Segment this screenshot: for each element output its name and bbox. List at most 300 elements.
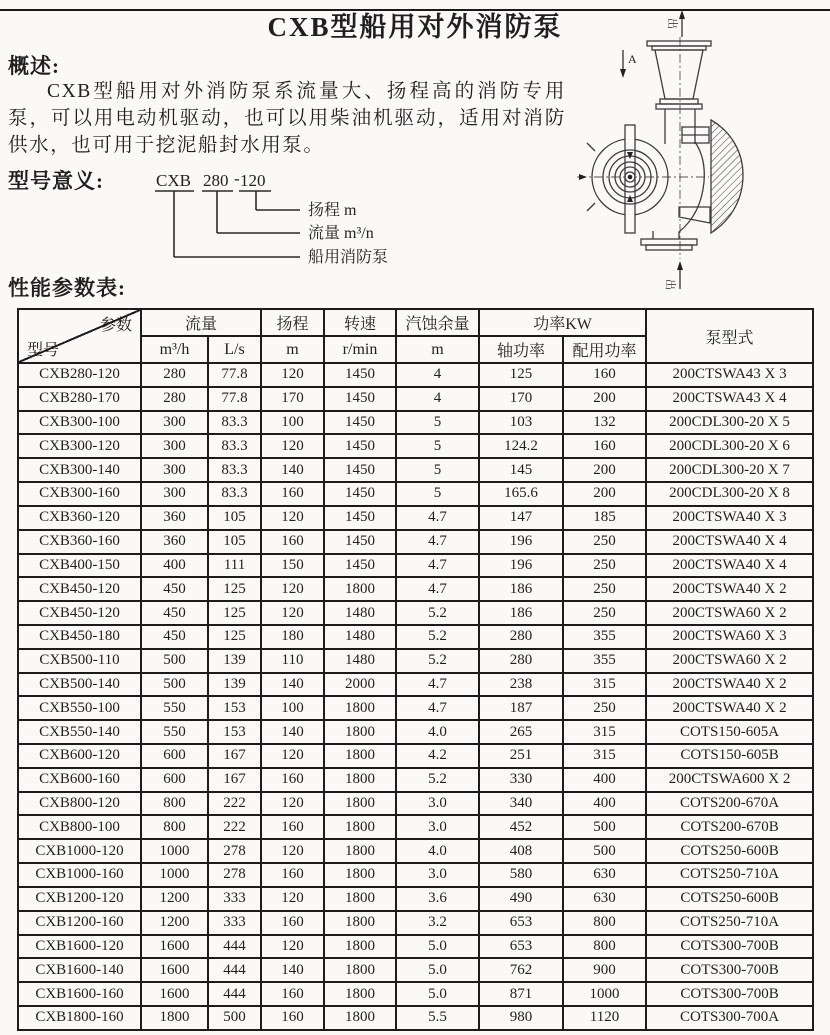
npsh-cell: 5 [396, 411, 479, 435]
flow-ls-cell: 77.8 [208, 363, 261, 387]
npsh-cell: 4.7 [396, 554, 479, 578]
table-row [18, 387, 813, 411]
table-row [18, 982, 813, 1006]
npsh-cell: 4.0 [396, 839, 479, 863]
head-cell: 120 [261, 506, 324, 530]
flow-ls-cell: 278 [208, 863, 261, 887]
head-cell: 140 [261, 458, 324, 482]
npsh-cell: 3.0 [396, 792, 479, 816]
pump-type-cell: COTS250-600B [646, 839, 813, 863]
performance-table [17, 308, 814, 1031]
speed-cell: 1800 [324, 792, 396, 816]
pump-type-cell: 200CTSWA40 X 4 [646, 530, 813, 554]
flow-m3h-cell: 600 [141, 768, 208, 792]
head-cell: 120 [261, 744, 324, 768]
page-title: CXB型船用对外消防泵 [267, 12, 563, 42]
flow-m3h-cell: 450 [141, 577, 208, 601]
speed-cell: 1800 [324, 887, 396, 911]
head-cell: 160 [261, 768, 324, 792]
flow-ls-cell: 444 [208, 958, 261, 982]
flow-ls-cell: 222 [208, 815, 261, 839]
flow-ls-cell: 83.3 [208, 458, 261, 482]
flow-m3h-cell: 280 [141, 387, 208, 411]
flow-ls-cell: 105 [208, 530, 261, 554]
head-cell: 140 [261, 720, 324, 744]
model-cell: CXB600-120 [18, 744, 141, 768]
table-row [18, 601, 813, 625]
head-cell: 110 [261, 649, 324, 673]
pump-type-cell: 200CTSWA60 X 2 [646, 649, 813, 673]
rated-power-cell: 400 [563, 792, 646, 816]
head-cell: 160 [261, 1006, 324, 1030]
shaft-power-cell: 124.2 [479, 434, 563, 458]
pump-type-cell: 200CTSWA40 X 4 [646, 554, 813, 578]
rated-power-cell: 355 [563, 625, 646, 649]
npsh-cell: 3.2 [396, 911, 479, 935]
table-row [18, 482, 813, 506]
flow-m3h-cell: 450 [141, 601, 208, 625]
table-row [18, 887, 813, 911]
pump-type-cell: 200CTSWA40 X 2 [646, 577, 813, 601]
rated-power-cell: 132 [563, 411, 646, 435]
npsh-cell: 4.7 [396, 577, 479, 601]
model-cell: CXB500-110 [18, 649, 141, 673]
head-cell: 160 [261, 530, 324, 554]
rated-power-cell: 200 [563, 482, 646, 506]
model-code-diagram [140, 163, 435, 271]
model-cell: CXB360-160 [18, 530, 141, 554]
table-row [18, 696, 813, 720]
rated-power-cell: 250 [563, 554, 646, 578]
flow-ls-cell: 139 [208, 673, 261, 697]
speed-cell: 1800 [324, 958, 396, 982]
table-row [18, 792, 813, 816]
flow-m3h-cell: 500 [141, 673, 208, 697]
model-cell: CXB450-120 [18, 577, 141, 601]
model-code-flow: 280 [203, 171, 229, 190]
flow-m3h-cell: 500 [141, 649, 208, 673]
pump-type-cell: COTS150-605A [646, 720, 813, 744]
head-cell: 180 [261, 625, 324, 649]
head-cell: 160 [261, 982, 324, 1006]
flow-ls-cell: 153 [208, 696, 261, 720]
speed-header: 转速 [324, 309, 396, 336]
flow-ls-cell: 500 [208, 1006, 261, 1030]
flow-m3h-cell: 280 [141, 363, 208, 387]
rated-power-cell: 250 [563, 601, 646, 625]
rated-power-cell: 500 [563, 839, 646, 863]
model-cell: CXB1600-140 [18, 958, 141, 982]
pump-type-cell: COTS300-700B [646, 958, 813, 982]
model-code-separator: - [234, 169, 240, 188]
rated-power-cell: 250 [563, 577, 646, 601]
pump-type-cell: COTS150-605B [646, 744, 813, 768]
flow-m3h-cell: 300 [141, 458, 208, 482]
rated-power-header: 配用功率 [563, 336, 646, 363]
head-cell: 160 [261, 863, 324, 887]
npsh-cell: 4.0 [396, 720, 479, 744]
npsh-cell: 5 [396, 482, 479, 506]
param-label: 参数 [99, 317, 132, 334]
speed-cell: 1450 [324, 530, 396, 554]
head-cell: 140 [261, 673, 324, 697]
flow-m3h-cell: 1600 [141, 982, 208, 1006]
table-row [18, 815, 813, 839]
model-cell: CXB800-120 [18, 792, 141, 816]
head-cell: 120 [261, 577, 324, 601]
npsh-cell: 4.7 [396, 530, 479, 554]
flow-ls-cell: 153 [208, 720, 261, 744]
shaft-power-cell: 238 [479, 673, 563, 697]
speed-cell: 1800 [324, 982, 396, 1006]
shaft-power-cell: 186 [479, 577, 563, 601]
model-code-prefix: CXB [156, 171, 191, 190]
flow-m3h-cell: 1000 [141, 863, 208, 887]
speed-cell: 1450 [324, 482, 396, 506]
head-cell: 120 [261, 601, 324, 625]
shaft-power-cell: 340 [479, 792, 563, 816]
flow-m3h-cell: 1200 [141, 887, 208, 911]
npsh-cell: 5.0 [396, 982, 479, 1006]
model-cell: CXB280-120 [18, 363, 141, 387]
model-cell: CXB300-120 [18, 434, 141, 458]
shaft-power-cell: 980 [479, 1006, 563, 1030]
flow-ls-cell: 139 [208, 649, 261, 673]
speed-cell: 1800 [324, 577, 396, 601]
table-row [18, 911, 813, 935]
speed-cell: 1800 [324, 911, 396, 935]
model-cell: CXB450-120 [18, 601, 141, 625]
speed-cell: 1450 [324, 411, 396, 435]
model-cell: CXB1200-160 [18, 911, 141, 935]
model-cell: CXB1200-120 [18, 887, 141, 911]
shaft-power-cell: 196 [479, 530, 563, 554]
flow-m3h-cell: 1600 [141, 958, 208, 982]
flow-header: 流量 [141, 309, 261, 336]
model-meaning-heading: 型号意义: [8, 169, 104, 193]
speed-cell: 1800 [324, 815, 396, 839]
flow-ls-cell: 167 [208, 768, 261, 792]
pump-type-cell: 200CDL300-20 X 5 [646, 411, 813, 435]
model-cell: CXB600-160 [18, 768, 141, 792]
shaft-power-cell: 452 [479, 815, 563, 839]
power-header: 功率KW [479, 309, 646, 336]
flow-ls-cell: 444 [208, 935, 261, 959]
pump-type-cell: COTS250-710A [646, 863, 813, 887]
speed-cell: 1480 [324, 649, 396, 673]
head-cell: 150 [261, 554, 324, 578]
shaft-power-cell: 187 [479, 696, 563, 720]
flow-unit-m3h: m³/h [141, 336, 208, 363]
flow-m3h-cell: 550 [141, 720, 208, 744]
pump-type-cell: COTS300-700B [646, 935, 813, 959]
rated-power-cell: 630 [563, 863, 646, 887]
pump-type-cell: COTS250-600B [646, 887, 813, 911]
speed-cell: 1800 [324, 1006, 396, 1030]
speed-cell: 1480 [324, 601, 396, 625]
pump-type-cell: 200CTSWA40 X 2 [646, 673, 813, 697]
table-row [18, 958, 813, 982]
model-cell: CXB360-120 [18, 506, 141, 530]
model-cell: CXB550-140 [18, 720, 141, 744]
table-header [18, 309, 813, 363]
model-label: 型号 [27, 342, 60, 359]
table-row [18, 768, 813, 792]
head-cell: 170 [261, 387, 324, 411]
table-row [18, 625, 813, 649]
npsh-cell: 5.0 [396, 935, 479, 959]
flow-m3h-cell: 300 [141, 434, 208, 458]
head-cell: 120 [261, 887, 324, 911]
speed-cell: 1450 [324, 506, 396, 530]
pump-type-cell: 200CTSWA40 X 2 [646, 696, 813, 720]
head-cell: 100 [261, 411, 324, 435]
flow-m3h-cell: 360 [141, 530, 208, 554]
flow-ls-cell: 125 [208, 625, 261, 649]
shaft-power-cell: 265 [479, 720, 563, 744]
param-model-diagonal-cell [18, 309, 141, 363]
rated-power-cell: 185 [563, 506, 646, 530]
rated-power-cell: 315 [563, 720, 646, 744]
rated-power-cell: 200 [563, 458, 646, 482]
head-cell: 120 [261, 363, 324, 387]
pump-type-cell: COTS300-700B [646, 982, 813, 1006]
speed-cell: 1450 [324, 387, 396, 411]
npsh-cell: 5.2 [396, 601, 479, 625]
shaft-power-cell: 251 [479, 744, 563, 768]
npsh-cell: 5.0 [396, 958, 479, 982]
rated-power-cell: 160 [563, 434, 646, 458]
npsh-cell: 4.7 [396, 506, 479, 530]
pump-type-cell: 200CTSWA60 X 2 [646, 601, 813, 625]
outlet-top-label: 出 [666, 18, 678, 29]
flow-ls-cell: 333 [208, 887, 261, 911]
pump-type-cell: COTS200-670B [646, 815, 813, 839]
npsh-header: 汽蚀余量 [396, 309, 479, 336]
shaft-power-cell: 280 [479, 649, 563, 673]
model-cell: CXB1600-160 [18, 982, 141, 1006]
outlet-bottom-label: 出 [664, 279, 676, 290]
pump-type-cell: COTS200-670A [646, 792, 813, 816]
head-header: 扬程 [261, 309, 324, 336]
head-cell: 160 [261, 815, 324, 839]
head-cell: 120 [261, 792, 324, 816]
pump-type-cell: COTS300-700A [646, 1006, 813, 1030]
flow-ls-cell: 111 [208, 554, 261, 578]
shaft-power-header: 轴功率 [479, 336, 563, 363]
shaft-power-cell: 165.6 [479, 482, 563, 506]
flow-ls-cell: 105 [208, 506, 261, 530]
rated-power-cell: 250 [563, 530, 646, 554]
rated-power-cell: 160 [563, 363, 646, 387]
model-cell: CXB300-160 [18, 482, 141, 506]
flow-m3h-cell: 600 [141, 744, 208, 768]
table-row [18, 363, 813, 387]
table-row [18, 530, 813, 554]
model-cell: CXB1800-160 [18, 1006, 141, 1030]
flow-m3h-cell: 1800 [141, 1006, 208, 1030]
shaft-power-cell: 280 [479, 625, 563, 649]
rated-power-cell: 800 [563, 911, 646, 935]
npsh-cell: 4 [396, 387, 479, 411]
npsh-cell: 3.6 [396, 887, 479, 911]
npsh-cell: 3.0 [396, 815, 479, 839]
rated-power-cell: 630 [563, 887, 646, 911]
speed-cell: 1480 [324, 625, 396, 649]
speed-cell: 1450 [324, 363, 396, 387]
speed-cell: 1800 [324, 768, 396, 792]
overview-paragraph: CXB型船用对外消防泵系流量大、扬程高的消防专用泵，可以用电动机驱动，也可以用柴油机驱动，适用对消防供水，也可用于挖泥船封水用泵。 [8, 81, 566, 156]
shaft-power-cell: 490 [479, 887, 563, 911]
table-row [18, 673, 813, 697]
shaft-power-cell: 125 [479, 363, 563, 387]
flow-m3h-cell: 800 [141, 815, 208, 839]
npsh-cell: 5.2 [396, 649, 479, 673]
speed-cell: 1800 [324, 720, 396, 744]
model-label-flow: 流量 m³/n [308, 225, 374, 242]
flow-ls-cell: 83.3 [208, 411, 261, 435]
shaft-power-cell: 762 [479, 958, 563, 982]
rated-power-cell: 200 [563, 387, 646, 411]
speed-cell: 1800 [324, 935, 396, 959]
table-row [18, 839, 813, 863]
shaft-power-cell: 196 [479, 554, 563, 578]
flow-m3h-cell: 450 [141, 625, 208, 649]
table-row [18, 863, 813, 887]
model-cell: CXB1600-120 [18, 935, 141, 959]
section-a-label: A [628, 52, 637, 66]
table-row [18, 411, 813, 435]
pump-type-cell: 200CTSWA40 X 3 [646, 506, 813, 530]
speed-cell: 1450 [324, 458, 396, 482]
npsh-cell: 4.2 [396, 744, 479, 768]
model-cell: CXB280-170 [18, 387, 141, 411]
flow-m3h-cell: 360 [141, 506, 208, 530]
pump-drawing [573, 3, 827, 295]
table-row [18, 935, 813, 959]
shaft-power-cell: 871 [479, 982, 563, 1006]
model-cell: CXB300-100 [18, 411, 141, 435]
pump-type-cell: 200CDL300-20 X 8 [646, 482, 813, 506]
head-cell: 160 [261, 482, 324, 506]
rated-power-cell: 315 [563, 673, 646, 697]
table-row [18, 458, 813, 482]
flow-m3h-cell: 1000 [141, 839, 208, 863]
head-cell: 120 [261, 434, 324, 458]
npsh-cell: 5.2 [396, 625, 479, 649]
flow-m3h-cell: 400 [141, 554, 208, 578]
shaft-power-cell: 186 [479, 601, 563, 625]
speed-cell: 1800 [324, 696, 396, 720]
table-row [18, 1006, 813, 1030]
npsh-cell: 3.0 [396, 863, 479, 887]
head-cell: 160 [261, 911, 324, 935]
table-row [18, 554, 813, 578]
flow-ls-cell: 125 [208, 601, 261, 625]
flow-ls-cell: 222 [208, 792, 261, 816]
pump-type-cell: 200CTSWA600 X 2 [646, 768, 813, 792]
speed-unit: r/min [324, 336, 396, 363]
rated-power-cell: 800 [563, 935, 646, 959]
npsh-cell: 4.7 [396, 673, 479, 697]
flow-m3h-cell: 800 [141, 792, 208, 816]
table-body [18, 363, 813, 1030]
performance-table-heading: 性能参数表: [8, 276, 126, 300]
rated-power-cell: 250 [563, 696, 646, 720]
head-cell: 120 [261, 935, 324, 959]
flow-ls-cell: 83.3 [208, 482, 261, 506]
flow-ls-cell: 333 [208, 911, 261, 935]
shaft-power-cell: 653 [479, 911, 563, 935]
speed-cell: 2000 [324, 673, 396, 697]
rated-power-cell: 400 [563, 768, 646, 792]
model-cell: CXB800-100 [18, 815, 141, 839]
rated-power-cell: 315 [563, 744, 646, 768]
head-cell: 100 [261, 696, 324, 720]
shaft-power-cell: 147 [479, 506, 563, 530]
table-row [18, 744, 813, 768]
flow-ls-cell: 125 [208, 577, 261, 601]
model-label-series: 船用消防泵 [308, 249, 389, 266]
head-cell: 140 [261, 958, 324, 982]
flow-m3h-cell: 1600 [141, 935, 208, 959]
table-row [18, 434, 813, 458]
speed-cell: 1800 [324, 863, 396, 887]
npsh-cell: 4.7 [396, 696, 479, 720]
head-cell: 120 [261, 839, 324, 863]
table-row [18, 506, 813, 530]
shaft-power-cell: 653 [479, 935, 563, 959]
model-cell: CXB450-180 [18, 625, 141, 649]
flow-m3h-cell: 300 [141, 411, 208, 435]
shaft-power-cell: 103 [479, 411, 563, 435]
flow-ls-cell: 167 [208, 744, 261, 768]
pump-type-cell: 200CDL300-20 X 7 [646, 458, 813, 482]
motor-dome-hatch [711, 120, 743, 233]
rated-power-cell: 900 [563, 958, 646, 982]
speed-cell: 1800 [324, 839, 396, 863]
rated-power-cell: 500 [563, 815, 646, 839]
pump-type-cell: 200CTSWA60 X 3 [646, 625, 813, 649]
flow-ls-cell: 444 [208, 982, 261, 1006]
pump-type-header: 泵型式 [646, 309, 813, 363]
header-row-1 [18, 309, 813, 336]
speed-cell: 1450 [324, 434, 396, 458]
model-cell: CXB1000-160 [18, 863, 141, 887]
flow-m3h-cell: 1200 [141, 911, 208, 935]
pump-type-cell: COTS250-710A [646, 911, 813, 935]
table-row [18, 720, 813, 744]
npsh-cell: 5 [396, 434, 479, 458]
shaft-power-cell: 408 [479, 839, 563, 863]
model-cell: CXB1000-120 [18, 839, 141, 863]
npsh-unit: m [396, 336, 479, 363]
overview-heading: 概述: [8, 54, 60, 78]
pump-type-cell: 200CTSWA43 X 4 [646, 387, 813, 411]
model-cell: CXB300-140 [18, 458, 141, 482]
rated-power-cell: 355 [563, 649, 646, 673]
npsh-cell: 5 [396, 458, 479, 482]
model-cell: CXB500-140 [18, 673, 141, 697]
table-row [18, 649, 813, 673]
speed-cell: 1800 [324, 744, 396, 768]
flow-ls-cell: 77.8 [208, 387, 261, 411]
model-cell: CXB400-150 [18, 554, 141, 578]
npsh-cell: 4 [396, 363, 479, 387]
pump-type-cell: 200CTSWA43 X 3 [646, 363, 813, 387]
shaft-power-cell: 170 [479, 387, 563, 411]
pump-type-cell: 200CDL300-20 X 6 [646, 434, 813, 458]
